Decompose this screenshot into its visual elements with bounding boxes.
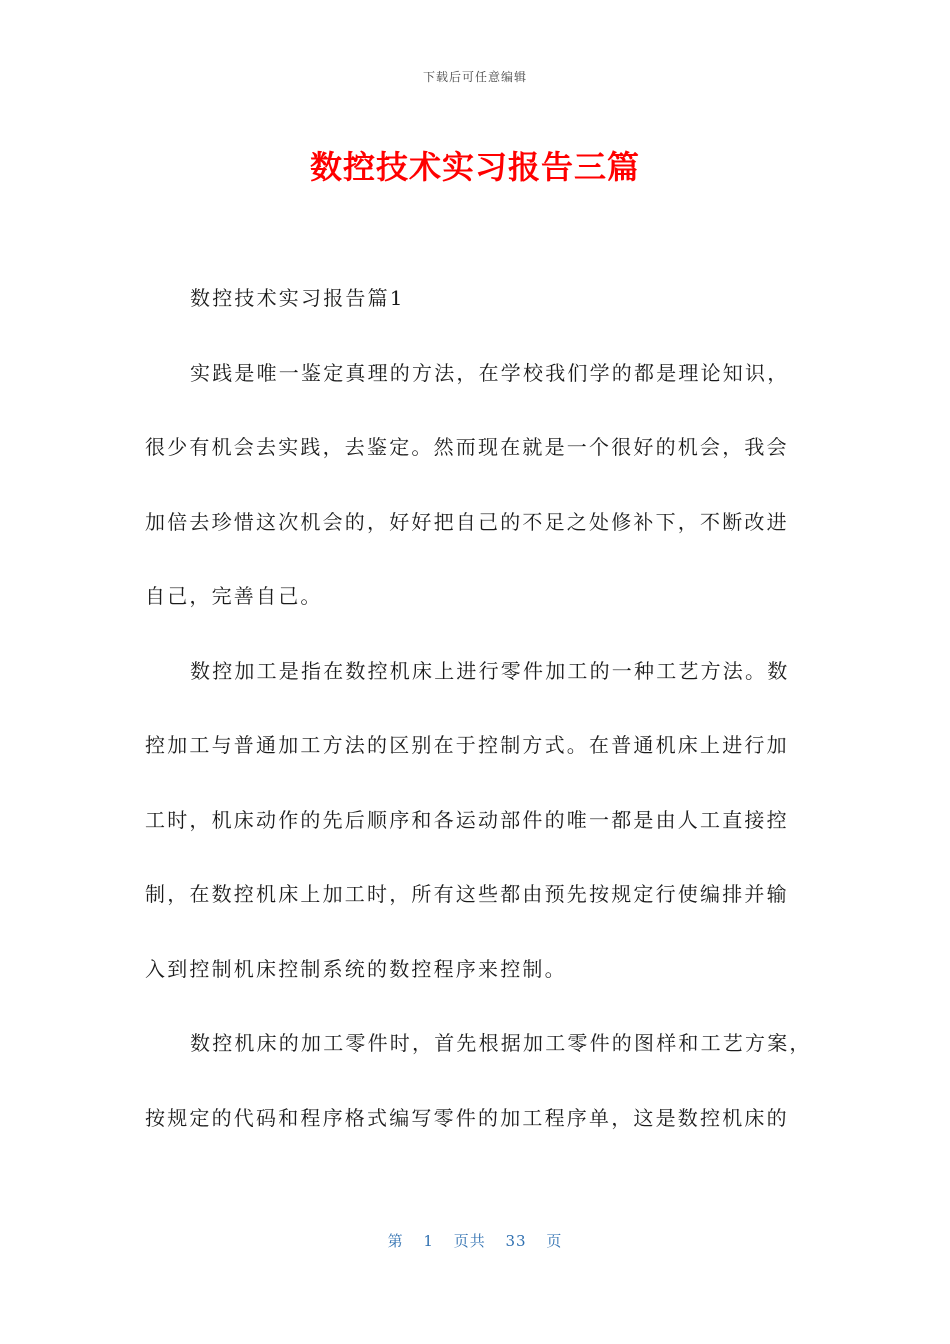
section-heading: 数控技术实习报告篇1 xyxy=(190,286,405,310)
page-prefix: 第 xyxy=(387,1232,404,1250)
page-number: 1 xyxy=(423,1232,434,1250)
page-suffix: 页 xyxy=(546,1232,563,1250)
document-title: 数控技术实习报告三篇 xyxy=(309,148,640,186)
paragraph-line: 实践是唯一鉴定真理的方法，在学校我们学的都是理论知识， xyxy=(190,360,790,385)
paragraph-line: 入到控制机床控制系统的数控程序来控制。 xyxy=(145,956,567,981)
paragraph-line: 数控加工是指在数控机床上进行零件加工的一种工艺方法。数 xyxy=(190,658,790,683)
header-note: 下载后可任意编辑 xyxy=(422,70,527,84)
paragraph-line: 加倍去珍惜这次机会的，好好把自己的不足之处修补下，不断改进 xyxy=(145,509,789,534)
paragraph-line: 制，在数控机床上加工时，所有这些都由预先按规定行使编排并输 xyxy=(145,882,789,906)
paragraph-line: 很少有机会去实践，去鉴定。然而现在就是一个很好的机会，我会 xyxy=(145,435,789,459)
paragraph-line: 工时，机床动作的先后顺序和各运动部件的唯一都是由人工直接控 xyxy=(145,807,789,832)
total-pages: 33 xyxy=(505,1232,527,1250)
paragraph-line: 按规定的代码和程序格式编写零件的加工程序单，这是数控机床的 xyxy=(145,1105,789,1130)
paragraph-line: 控加工与普通加工方法的区别在于控制方式。在普通机床上进行加 xyxy=(145,733,789,757)
document-body xyxy=(145,268,812,1162)
page-middle: 页共 xyxy=(453,1232,486,1250)
page-footer xyxy=(0,1230,950,1251)
paragraph-line: 数控机床的加工零件时，首先根据加工零件的图样和工艺方案， xyxy=(190,1031,812,1055)
paragraph-line: 自己，完善自己。 xyxy=(145,584,323,608)
